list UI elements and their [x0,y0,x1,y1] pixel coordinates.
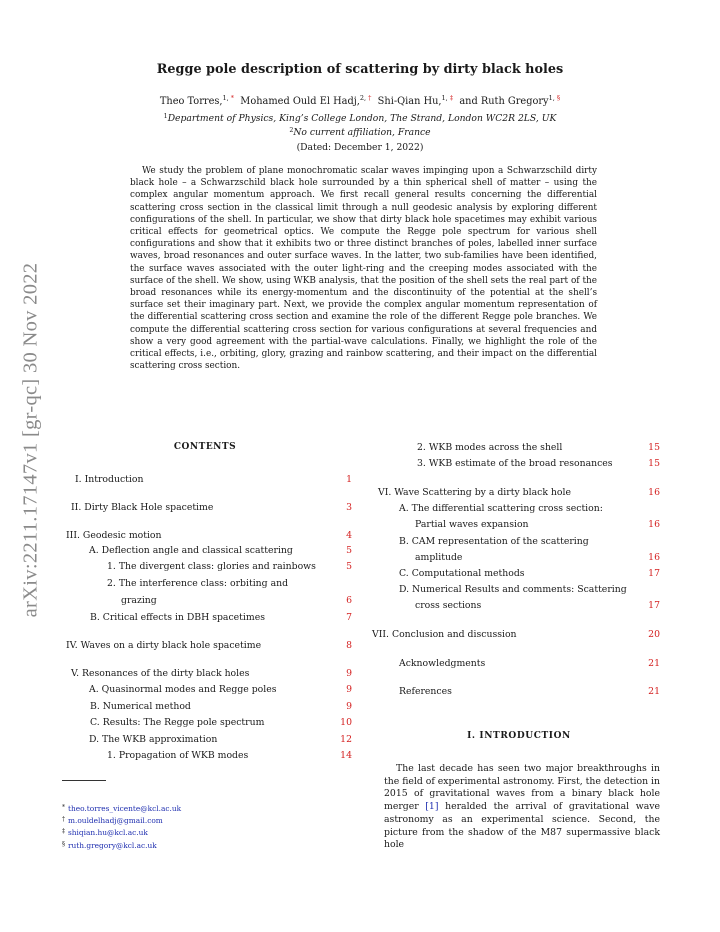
author-list [0,94,720,107]
toc-page[interactable]: 16 [648,487,660,498]
paper-title: Regge pole description of scattering by dirty black holes [156,62,564,77]
citation-link[interactable]: [1] [425,801,439,813]
footnote: * theo.torres_vicente@kcl.ac.uk [62,804,182,813]
affiliation: $^1$Department of Physics, King’s College London, The Strand, London WC2R 2LS, UK [163,113,557,124]
toc-entry[interactable]: VI. Wave Scattering by a dirty black hole [378,487,571,498]
toc-page[interactable]: 1 [346,474,352,485]
toc-entry[interactable]: D. The WKB approximation [89,734,218,745]
toc-entry[interactable]: D. Numerical Results and comments: Scattering [399,584,627,595]
toc-entry[interactable]: I. Introduction [75,474,144,485]
toc-entry[interactable]: 2. WKB modes across the shell [417,442,563,453]
footnote-divider [62,780,106,781]
toc-entry[interactable]: C. Computational methods [399,568,525,579]
introduction-paragraph: The last decade has seen two major breakthroughs in the field of experimental astronomy. First, the detection in 2015 of gravitational waves from a binary black hole merger [1] heralded the arrival of gravitational wave astronomy as an experimental science. Second, the picture from the shadow of the M87 supermassive black hole [384,763,661,851]
toc-page[interactable]: 9 [346,701,352,712]
toc-page[interactable]: 14 [340,750,352,761]
toc-page[interactable]: 20 [648,629,660,640]
toc-entry[interactable]: Partial waves expansion [415,519,529,530]
email-link[interactable]: shiqian.hu@kcl.ac.uk [68,828,148,837]
toc-page[interactable]: 21 [648,686,660,697]
toc-page[interactable]: 8 [346,640,352,651]
toc-entry[interactable]: 2. The interference class: orbiting and [107,578,289,589]
toc-page[interactable]: 5 [346,561,352,572]
toc-entry[interactable]: III. Geodesic motion [66,530,162,541]
toc-page[interactable]: 12 [340,734,352,745]
toc-page[interactable]: 15 [648,458,660,469]
toc-entry[interactable]: A. Quasinormal modes and Regge poles [89,684,277,695]
author: Mohamed Ould El Hadj,$^{2,}$ † [240,94,372,107]
toc-page[interactable]: 6 [346,595,352,606]
toc-entry[interactable]: A. Deflection angle and classical scattering [89,545,293,556]
toc-entry[interactable]: 1. The divergent class: glories and rainbows [107,561,316,572]
author: Theo Torres,$^{1,}$ * [159,94,235,107]
toc-entry[interactable]: V. Resonances of the dirty black holes [71,668,250,679]
abstract: We study the problem of plane monochromatic scalar waves impinging upon a Schwarzschild dirty black hole – a Schwarzschild black hole surrounded by a thin spherical shell of matter – using the complex angular momentum approach. We first recall general results concerning the differential scattering cross section in the classical limit through a null geodesic analysis by exploring different configurations of the shell. In particular, we show that dirty black hole spacetimes may exhibit various critical effects for geometrical optics. We compute the Regge pole spectrum for various shell configurations and show that it exhibits two or three distinct branches of poles, labelled inner surface waves, broad resonances and outer surface waves. In the latter, two sub-families have been identified, the surface waves associated with the outer light-ring and the creeping modes associated with the surface of the shell. We show, using WKB analysis, that the position of the shell sets the real part of the broad resonances while its energy-momentum and the discontinuity of the potential at the shell’s surface set their imaginary part. Next, we provide the complex angular momentum representation of the differential scattering cross section and examine the role of the different Regge pole branches. We compute the differential scattering cross section for various configurations at several frequencies and show a very good agreement with the partial-wave calculations. Finally, we highlight the role of the critical effects, i.e., orbiting, glory, grazing and rainbow scattering, and their impact on the differential scattering cross section. [130,166,597,372]
toc-entry[interactable]: A. The differential scattering cross section: [399,503,603,514]
toc-page[interactable]: 16 [648,552,660,563]
toc-entry[interactable]: 3. WKB estimate of the broad resonances [417,458,613,469]
toc-page[interactable]: 16 [648,519,660,530]
author: Shi-Qian Hu,$^{1,}$ ‡ [377,94,454,107]
toc-entry[interactable]: II. Dirty Black Hole spacetime [71,502,214,513]
toc-entry[interactable]: C. Results: The Regge pole spectrum [90,717,265,728]
toc-entry[interactable]: grazing [121,595,157,606]
email-link[interactable]: theo.torres_vicente@kcl.ac.uk [68,804,182,813]
toc-page[interactable]: 3 [346,502,352,513]
arxiv-identifier: arXiv:2211.17147v1 [gr-qc] 30 Nov 2022 [19,262,42,618]
dated-line: (Dated: December 1, 2022) [296,142,424,153]
email-link[interactable]: ruth.gregory@kcl.ac.uk [68,841,157,850]
email-link[interactable]: m.ouldelhadj@gmail.com [68,816,163,825]
toc-page[interactable]: 9 [346,684,352,695]
toc-entry[interactable]: amplitude [415,552,463,563]
toc-entry[interactable]: B. Critical effects in DBH spacetimes [90,612,265,623]
affiliation: $^2$No current affiliation, France [289,127,431,138]
contents-heading: CONTENTS [173,442,237,452]
toc-page[interactable]: 21 [648,658,660,669]
toc-entry[interactable]: VII. Conclusion and discussion [372,629,517,640]
section-heading: I. INTRODUCTION [467,731,571,741]
footnote: ‡ shiqian.hu@kcl.ac.uk [62,828,148,837]
toc-page[interactable]: 17 [648,568,660,579]
toc-page[interactable]: 9 [346,668,352,679]
footnote: † m.ouldelhadj@gmail.com [62,816,163,825]
toc-entry[interactable]: References [399,686,452,697]
toc-entry[interactable]: B. Numerical method [90,701,191,712]
author: and Ruth Gregory$^{1,}$ § [459,94,561,107]
footnote: § ruth.gregory@kcl.ac.uk [62,841,157,850]
toc-page[interactable]: 4 [346,530,352,541]
toc-page[interactable]: 10 [340,717,352,728]
toc-page[interactable]: 15 [648,442,660,453]
toc-page[interactable]: 17 [648,600,660,611]
toc-entry[interactable]: 1. Propagation of WKB modes [107,750,249,761]
toc-entry[interactable]: IV. Waves on a dirty black hole spacetime [66,640,262,651]
toc-entry[interactable]: B. CAM representation of the scattering [399,536,589,547]
toc-entry[interactable]: Acknowledgments [399,658,486,669]
toc-entry[interactable]: cross sections [415,600,482,611]
toc-page[interactable]: 7 [346,612,352,623]
toc-page[interactable]: 5 [346,545,352,556]
